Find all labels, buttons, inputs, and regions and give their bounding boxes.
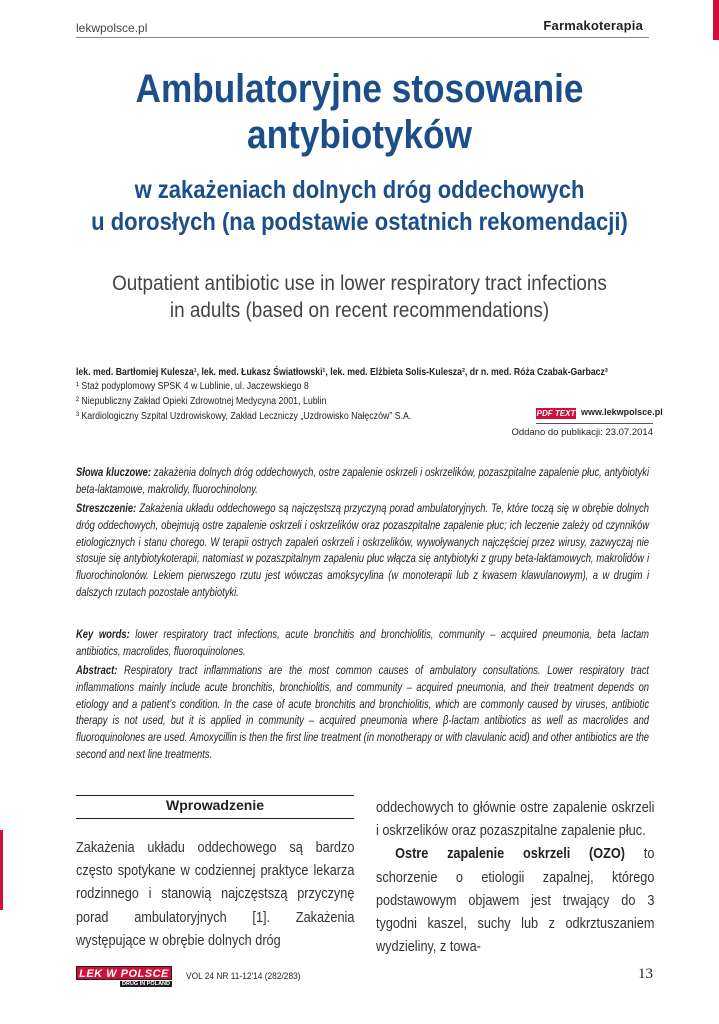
section-rubric: Farmakoterapia: [543, 18, 643, 33]
body-right-text-1: oddechowych to głównie ostre zapalenie oskrzeli i oskrzelików oraz pozaszpitalne zapalenie płuc.: [376, 800, 655, 840]
english-title-line-1: Outpatient antibiotic use in lower respiratory tract infections: [112, 272, 607, 295]
abstract-english-label: Abstract:: [76, 663, 118, 677]
keywords-polish-text: zakażenia dolnych dróg oddechowych, ostre zapalenie oskrzeli i oskrzelików, pozaszpitalne zapalenie płuc, antybiotyki beta-laktamowe, makrolidy, fluorochinolony.: [76, 465, 650, 496]
keywords-english-text: lower respiratory tract infections, acute bronchitis and bronchiolitis, community – acquired pneumonia, beta lactam antibiotics, macrolides, fluoroquinolones.: [76, 627, 650, 658]
article-subtitle: [78, 174, 640, 238]
abstract-polish-text: Zakażenia układu oddechowego są najczęstszą przyczyną porad ambulatoryjnych. Te, które toczą się w obrębie dolnych dróg oddechowych, obejmują ostre zapalenie oskrzeli i oskrzelików oraz pozaszpitalne zapalenie płuc; ich leczenie zależy od czynników etiologicznych i stanu chorego. W terapii ostrych zapaleń oskrzeli i oskrzelików, wywoływanych najczęściej przez wirusy, zazwyczaj nie stosuje się antybiotykoterapii, natomiast w pozaszpitalnym zapaleniu płuc włącza się antybiotyki z grupy beta-laktamowych, makrolidów i fluorochinolonów. Lekiem pierwszego rzutu jest wówczas amoksycylina (w monoterapii lub z kwasem klawulanowym), a w drugim i dalszych rzutach pozostałe antybiotyki.: [76, 501, 650, 599]
affiliation-1: ¹ Staż podyplomowy SPSK 4 w Lublinie, ul. Jaczewskiego 8: [76, 381, 309, 392]
section-rule-top: [76, 795, 354, 796]
article-title: [78, 66, 640, 158]
body-column-right: [376, 797, 654, 959]
left-edge-color-tab: [0, 830, 3, 910]
page-number: 13: [638, 966, 653, 982]
publication-date: Oddano do publikacji: 23.07.2014: [511, 427, 653, 438]
section-rule-bottom: [76, 818, 354, 819]
keywords-english: [76, 626, 649, 660]
journal-logo: [76, 966, 172, 988]
subtitle-line-2: u dorosłych (na podstawie ostatnich rekomendacji): [91, 208, 628, 236]
abstract-polish: [76, 500, 649, 601]
header-divider: [76, 37, 649, 38]
journal-logo-subtitle: DRUG IN POLAND: [122, 981, 170, 987]
abstract-english-text: Respiratory tract inflammations are the most common causes of ambulatory consultations. Lower respiratory tract inflammations mainly include acute bronchitis, bronchiolitis, and community – acquired pneumonia, and their treatment depends on etiology and a patient’s condition. In the case of acute bronchitis and bronchiolitis, which are commonly caused by viruses, antibiotic therapy is not used, but it is applied in community – acquired pneumonia where β-lactam antibiotics as well as macrolides and fluoroquinolones are used. Amoxycillin is then the first line treatment (in monotherapy or with clavulanic acid) and other antibiotics are the second and next line treatments.: [76, 663, 650, 761]
keywords-polish-label: Słowa kluczowe:: [76, 465, 151, 479]
publication-divider: [536, 423, 653, 424]
journal-logo-text: LEK W POLSCE: [76, 966, 172, 980]
edge-color-tab: [713, 0, 719, 40]
body-right-text-2: to schorzenie o etiologii zapalnej, którego podstawowym objawem jest trwający do 3 tygodni kaszel, suchy lub z odkrztuszaniem wydzieliny, z towa-: [376, 846, 655, 956]
site-url: lekwpolsce.pl: [76, 21, 148, 35]
author-list: lek. med. Bartłomiej Kulesza¹, lek. med. Łukasz Światłowski¹, lek. med. Elżbieta Solis-Kulesza², dr n. med. Róża Czabak-Garbacz³: [76, 366, 608, 378]
title-line-2: antybiotyków: [247, 113, 472, 157]
pdf-text-badge: PDF TEXT: [536, 409, 576, 418]
volume-info: VOL 24 NR 11-12'14 (282/283): [186, 971, 301, 982]
section-heading: Wprowadzenie: [165, 797, 264, 813]
affiliation-2: ² Niepubliczny Zakład Opieki Zdrowotnej Medycyna 2001, Lublin: [76, 396, 327, 407]
keywords-polish: [76, 464, 649, 498]
title-line-1: Ambulatoryjne stosowanie: [135, 67, 584, 111]
publisher-link[interactable]: www.lekwpolsce.pl: [581, 407, 663, 417]
english-title: [72, 270, 647, 324]
abstract-polish-label: Streszczenie:: [76, 501, 137, 515]
english-title-line-2: in adults (based on recent recommendations): [169, 299, 550, 322]
abstract-english: [76, 662, 649, 763]
affiliation-3: ³ Kardiologiczny Szpital Uzdrowiskowy, Zakład Leczniczy „Uzdrowisko Nałęczów” S.A.: [76, 411, 412, 422]
subtitle-line-1: w zakażeniach dolnych dróg oddechowych: [134, 176, 585, 204]
ozo-term: Ostre zapalenie oskrzeli (OZO): [395, 846, 626, 863]
body-column-left: Zakażenia układu oddechowego są bardzo często spotykane w codziennej praktyce lekarza rodzinnego i stanowią najczęstszą przyczynę porad ambulatoryjnych [1]. Zakażenia występujące w obrębie dolnych dróg: [76, 840, 355, 949]
keywords-english-label: Key words:: [76, 627, 130, 641]
